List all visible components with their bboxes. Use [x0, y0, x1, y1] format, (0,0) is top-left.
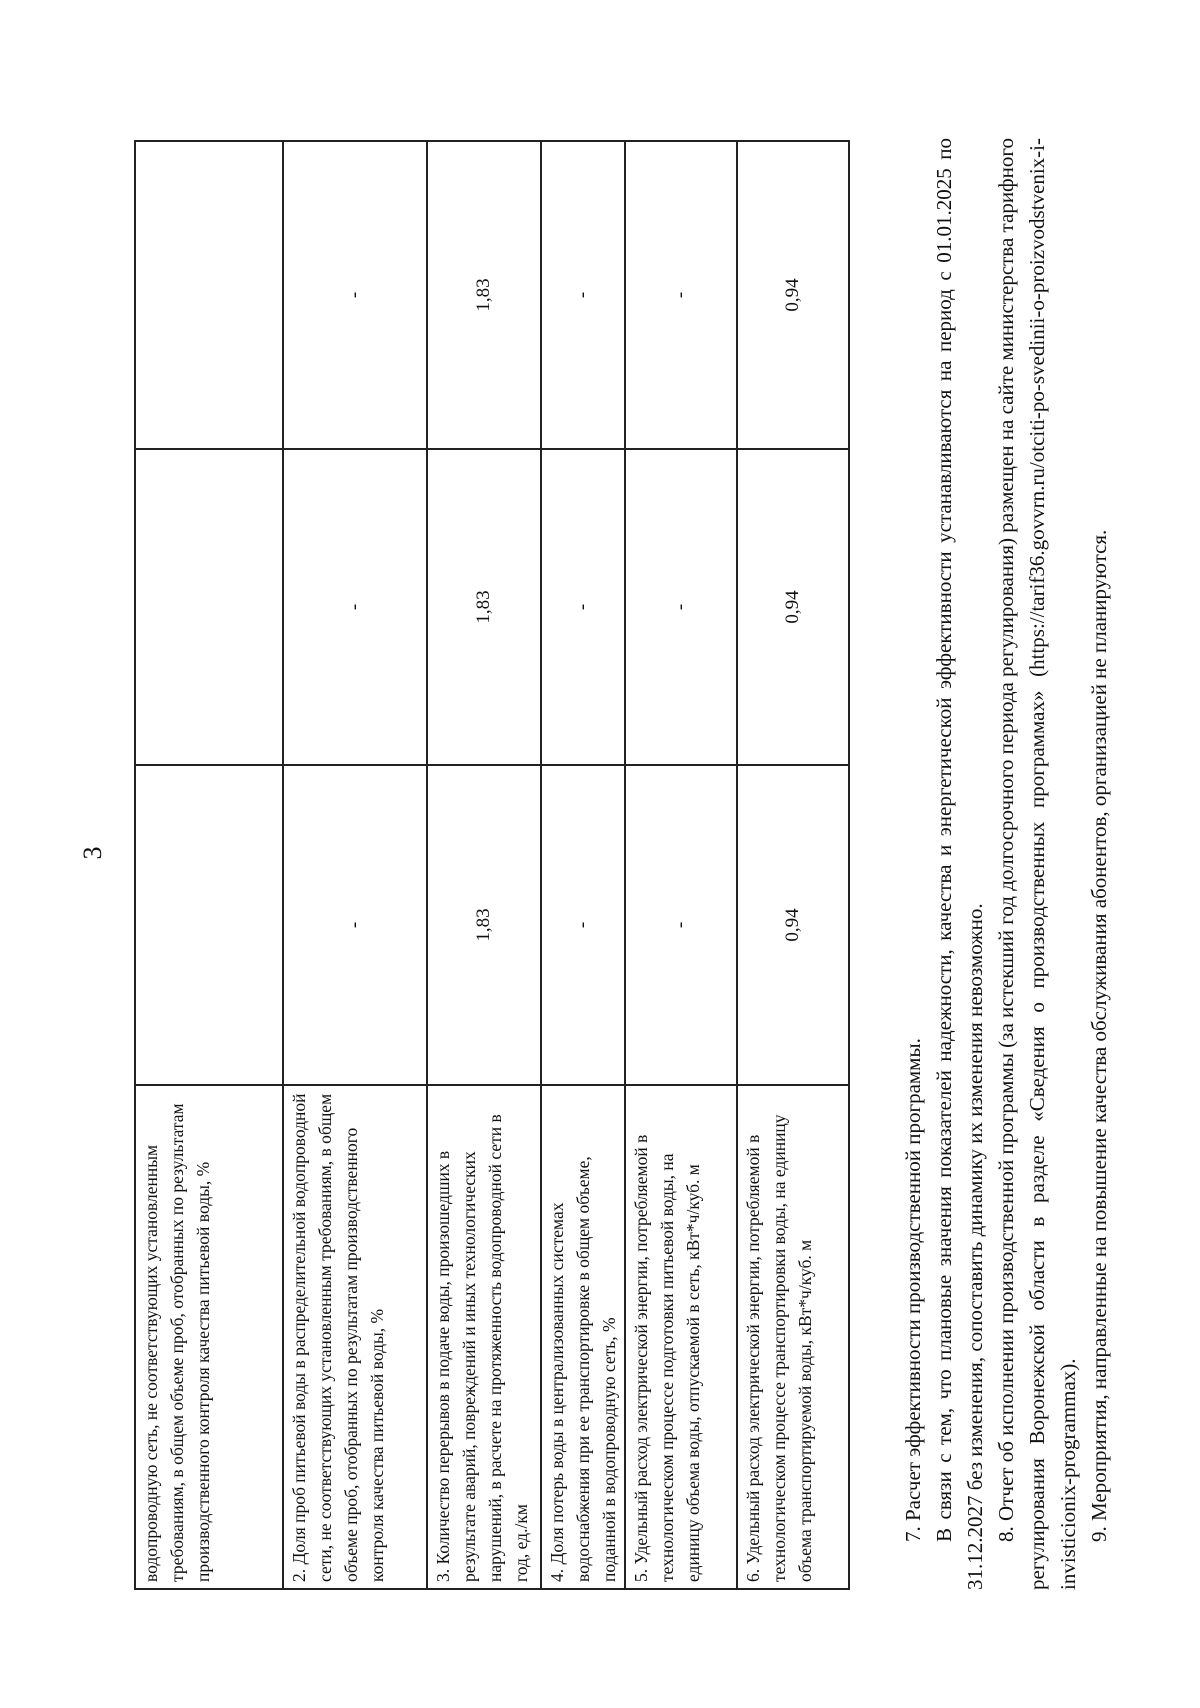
section-8-text: 8. Отчет об исполнении производственной программы (за истекший год долгосрочного периода регулирования) размещен на сайте министерства тарифного регулирования Воронежской области в разделе «Сведения о производственных программах» (https://tarif36.govvrn.ru/otciti-po-svedinii-o-proizvodstvenix-i-invisticionix-programmax). [994, 138, 1080, 1590]
section-7-text: В связи с тем, что плановые значения показателей надежности, качества и энергетической эффективности устанавливаются на период с 01.01.2025 по 31.12.2027 без изменения, сопоставить динамику их изменения невозможно. [932, 138, 987, 1590]
table-row [737, 141, 849, 1589]
page-number: 3 [78, 846, 107, 860]
indicator-value: - [625, 141, 737, 449]
indicator-label: водопроводную сеть, не соответствующих установленным требованиям, в общем объеме проб, отобранных по результатам производственного контроля качества питьевой воды, % [135, 1085, 283, 1589]
indicator-value: - [541, 765, 625, 1085]
table-row [135, 141, 283, 1589]
text-section [898, 138, 1115, 1590]
table-row [541, 141, 625, 1589]
indicator-value: 1,83 [427, 141, 541, 449]
indicator-value: 1,83 [427, 765, 541, 1085]
indicator-value: - [283, 449, 427, 765]
indicator-value: - [625, 449, 737, 765]
indicator-value: 1,83 [427, 449, 541, 765]
indicators-table [134, 140, 850, 1590]
section-7-heading: 7. Расчет эффективности производственной программы. [901, 1038, 925, 1542]
indicator-value: - [283, 765, 427, 1085]
indicator-value [135, 141, 283, 449]
indicator-label: 4. Доля потерь воды в централизованных системах водоснабжения при ее транспортировке в общем объеме, поданной в водопроводную сеть, % [541, 1085, 625, 1589]
table-row [427, 141, 541, 1589]
table-row [283, 141, 427, 1589]
indicator-value: 0,94 [737, 449, 849, 765]
indicator-label: 3. Количество перерывов в подаче воды, произошедших в результате аварий, повреждений и иных технологических нарушений, в расчете на протяженность водопроводной сети в год, ед./км [427, 1085, 541, 1589]
indicator-value: - [541, 141, 625, 449]
indicator-value: - [625, 765, 737, 1085]
indicator-value: 0,94 [737, 765, 849, 1085]
indicator-value [135, 449, 283, 765]
indicator-label: 5. Удельный расход электрической энергии, потребляемой в технологическом процессе подготовки питьевой воды, на единицу объема воды, отпускаемой в сеть, кВт*ч/куб. м [625, 1085, 737, 1589]
table-row [625, 141, 737, 1589]
indicator-value: - [541, 449, 625, 765]
indicator-value [135, 765, 283, 1085]
indicator-value: - [283, 141, 427, 449]
indicator-value: 0,94 [737, 141, 849, 449]
indicator-label: 6. Удельный расход электрической энергии, потребляемой в технологическом процессе транспортировки воды, на единицу объема транспортируемой воды, кВт*ч/куб. м [737, 1085, 849, 1589]
indicator-label: 2. Доля проб питьевой воды в распределительной водопроводной сети, не соответствующих установленным требованиям, в общем объеме проб, отобранных по результатам производственного контроля качества питьевой воды, % [283, 1085, 427, 1589]
section-9-text: 9. Мероприятия, направленные на повышение качества обслуживания абонентов, организацией не планируются. [1087, 529, 1111, 1542]
